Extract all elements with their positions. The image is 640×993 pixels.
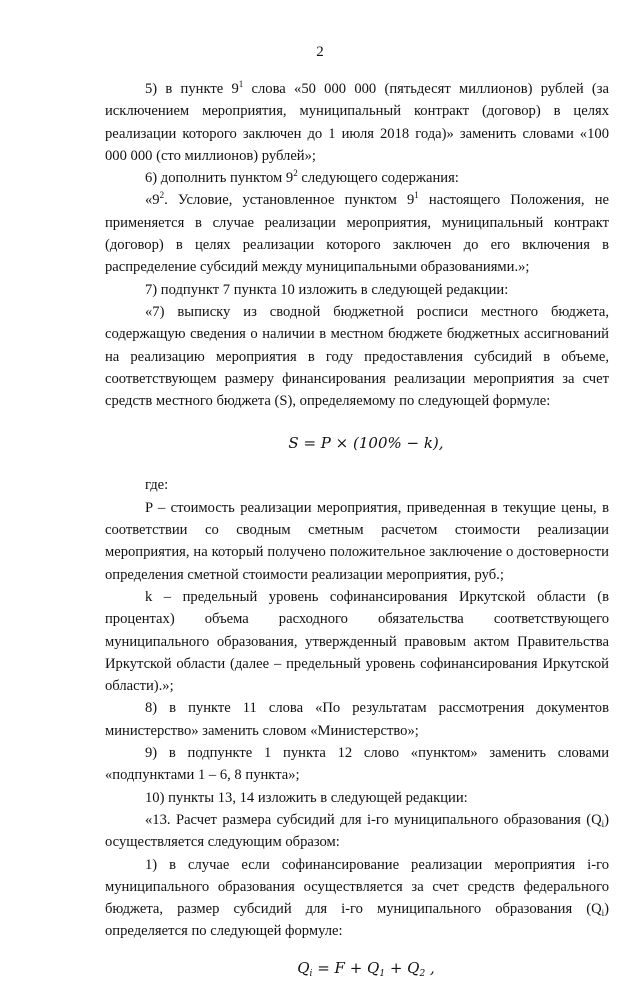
text-run: «13. Расчет размера субсидий для i-го муниципального образования (Q bbox=[145, 811, 602, 828]
text-run: S = P × (100% − k), bbox=[288, 434, 444, 453]
text-run: ) определяется по следующей формуле: bbox=[105, 901, 609, 940]
subscript: 1 bbox=[379, 968, 386, 979]
text-run: настоящего Положения, не применяется в случае реализации мероприятия, муниципальный контракт (договор) в целях реализации которого заключен до его включения в распределение субсидий между муниципальными образованиями.»; bbox=[105, 192, 609, 276]
text-run: 9) в подпункте 1 пункта 12 слово «пунктом» заменить словами «подпунктами 1 – 6, 8 пункта»; bbox=[105, 745, 609, 784]
text-run: + Q bbox=[385, 958, 420, 977]
paragraph bbox=[105, 787, 609, 809]
text-run: . Условие, установленное пунктом 9 bbox=[164, 192, 415, 209]
text-run: , bbox=[425, 958, 435, 977]
paragraph bbox=[105, 497, 609, 586]
paragraph bbox=[105, 279, 609, 301]
paragraph bbox=[105, 586, 609, 697]
text-run: следующего содержания: bbox=[297, 170, 459, 187]
paragraph bbox=[105, 301, 609, 412]
superscript: 1 bbox=[238, 79, 244, 89]
superscript: 1 bbox=[414, 190, 419, 201]
paragraph bbox=[105, 78, 609, 167]
subscript: i bbox=[601, 908, 605, 919]
text-run: = F + Q bbox=[312, 958, 380, 977]
text-run: 10) пункты 13, 14 изложить в следующей редакции: bbox=[145, 789, 468, 806]
document-body bbox=[105, 78, 609, 993]
subscript: i bbox=[309, 968, 313, 979]
superscript: 2 bbox=[293, 168, 298, 179]
paragraph bbox=[105, 474, 609, 496]
text-run: слова «50 000 000 (пятьдесят миллионов) рублей (за исключением мероприятия, муниципальный контракт (договор) в целях реализации которого заключен до 1 июля 2018 года)» заменить словами «100 000 000 (сто миллионов) рублей»; bbox=[105, 81, 609, 164]
text-run: 6) дополнить пунктом 9 bbox=[145, 170, 294, 187]
text-run: «7) выписку из сводной бюджетной росписи местного бюджета, содержащую сведения о наличии в местном бюджете бюджетных ассигнований на реализацию мероприятия в году предоставления субсидий в объеме, соответствующем размеру финансирования реализации мероприятия за счет средств местного бюджета (S), определяемому по следующей формуле: bbox=[105, 303, 609, 410]
paragraph bbox=[105, 167, 609, 189]
paragraph bbox=[105, 854, 609, 943]
subscript: 2 bbox=[419, 968, 426, 979]
text-run: P – стоимость реализации мероприятия, приведенная в текущие цены, в соответствии со сводным сметным расчетом стоимости реализации мероприятия, на который получено положительное заключение о достоверности определения сметной стоимости реализации мероприятия, руб.; bbox=[105, 499, 609, 583]
paragraph bbox=[105, 189, 609, 278]
paragraph bbox=[105, 697, 609, 742]
text-run: k – предельный уровень софинансирования Иркутской области (в процентах) объема расходного обязательства соответствующего муниципального образования, утвержденный правовым актом Правительства Иркутской области (далее – предельный уровень софинансирования Иркутской области).»; bbox=[105, 588, 609, 695]
formula bbox=[105, 943, 609, 993]
text-run: «9 bbox=[145, 192, 160, 209]
text-run: где: bbox=[145, 477, 169, 494]
text-run: 7) подпункт 7 пункта 10 изложить в следующей редакции: bbox=[145, 281, 509, 298]
text-run: 8) в пункте 11 слова «По результатам рассмотрения документов министерство» заменить словом «Министерство»; bbox=[105, 700, 609, 739]
superscript: 2 bbox=[159, 190, 165, 201]
text-run: 1) в случае если софинансирование реализации мероприятия i-го муниципального образования осуществляется за счет средств федерального бюджета, размер субсидий для i-го муниципального образования (Q bbox=[105, 856, 609, 918]
text-run: 5) в пункте 9 bbox=[145, 81, 239, 97]
paragraph bbox=[105, 742, 609, 787]
formula bbox=[105, 412, 609, 474]
page-number: 2 bbox=[316, 44, 324, 60]
text-run: Q bbox=[297, 958, 310, 977]
subscript: i bbox=[601, 818, 605, 829]
paragraph bbox=[105, 809, 609, 854]
text-run: ) осуществляется следующим образом: bbox=[105, 811, 609, 851]
